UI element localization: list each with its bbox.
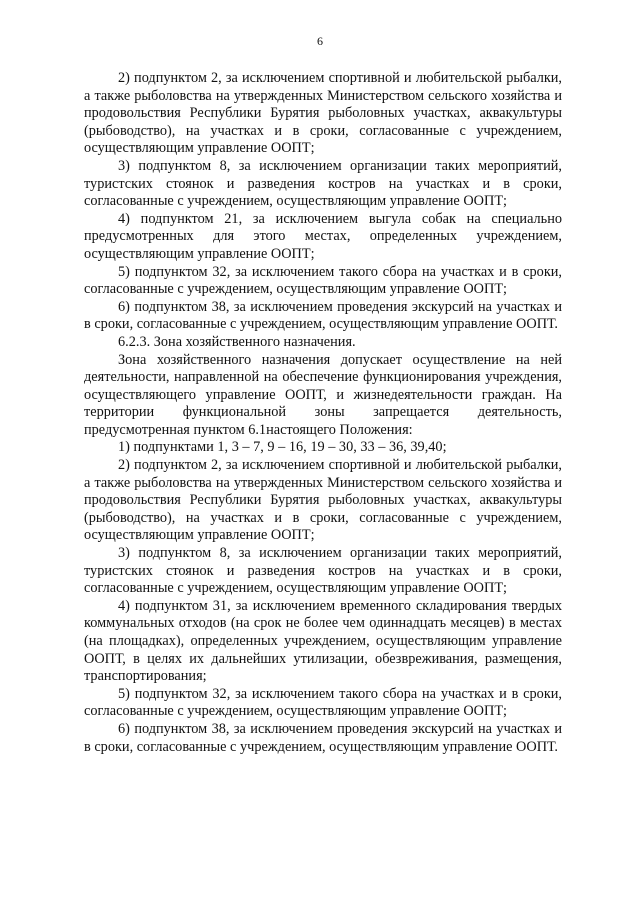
paragraph-10: 3) подпунктом 8, за исключением организации таких мероприятий, туристских стоянок и разведения костров на участках и в сроки, согласованные с учреждением, осуществляющим управление ООПТ; <box>84 545 562 597</box>
paragraph-8: 1) подпунктами 1, 3 – 7, 9 – 16, 19 – 30, 33 – 36, 39,40; <box>118 439 447 456</box>
paragraph-4: 5) подпунктом 32, за исключением такого сбора на участках и в сроки, согласованные с учреждением, осуществляющим управление ООПТ; <box>84 263 562 298</box>
paragraph-1: 2) подпунктом 2, за исключением спортивной и любительской рыбалки, а также рыболовства на утвержденных Министерством сельского хозяйства и продовольствия Республики Бурятия рыболовных участках, аквакультуры (рыбоводство), на участках и в сроки, согласованные с учреждением, осуществляющим управление ООПТ; <box>84 70 562 157</box>
paragraph-13: 6) подпунктом 38, за исключением проведения экскурсий на участках и в сроки, согласованные с учреждением, осуществляющим управление ООПТ. <box>84 720 562 755</box>
paragraph-9: 2) подпунктом 2, за исключением спортивной и любительской рыбалки, а также рыболовства на утвержденных Министерством сельского хозяйства и продовольствия Республики Бурятия рыболовных участках, аквакультуры (рыбоводство), на участках и в сроки, согласованные с учреждением, осуществляющим управление ООПТ; <box>84 457 562 544</box>
paragraph-11: 4) подпунктом 31, за исключением временного складирования твердых коммунальных отходов (на срок не более чем одиннадцать месяцев) в местах (на площадках), определенных учреждением, осуществляющим управление ООПТ, в целях их дальнейших утилизации, обезвреживания, размещения, транспортирования; <box>84 597 562 685</box>
section-heading-6-2-3: 6.2.3. Зона хозяйственного назначения. <box>118 333 356 350</box>
paragraph-3: 4) подпунктом 21, за исключением выгула собак на специально предусмотренных для этого местах, определенных учреждением, осуществляющим управление ООПТ; <box>84 210 562 262</box>
paragraph-5: 6) подпунктом 38, за исключением проведения экскурсий на участках и в сроки, согласованные с учреждением, осуществляющим управление ООПТ. <box>84 298 562 333</box>
page-number: 6 <box>317 34 323 48</box>
paragraph-7: Зона хозяйственного назначения допускает осуществление на ней деятельности, направленной на обеспечение функционирования учреждения, осуществляющего управление ООПТ, и жизнедеятельности граждан. На территории функциональной зоны запрещается деятельность, предусмотренная пунктом 6.1настоящего Положения: <box>84 351 562 438</box>
document-body <box>84 70 562 756</box>
paragraph-2: 3) подпунктом 8, за исключением организации таких мероприятий, туристских стоянок и разведения костров на участках и в сроки, согласованные с учреждением, осуществляющим управление ООПТ; <box>84 157 562 210</box>
paragraph-12: 5) подпунктом 32, за исключением такого сбора на участках и в сроки, согласованные с учреждением, осуществляющим управление ООПТ; <box>84 685 562 720</box>
